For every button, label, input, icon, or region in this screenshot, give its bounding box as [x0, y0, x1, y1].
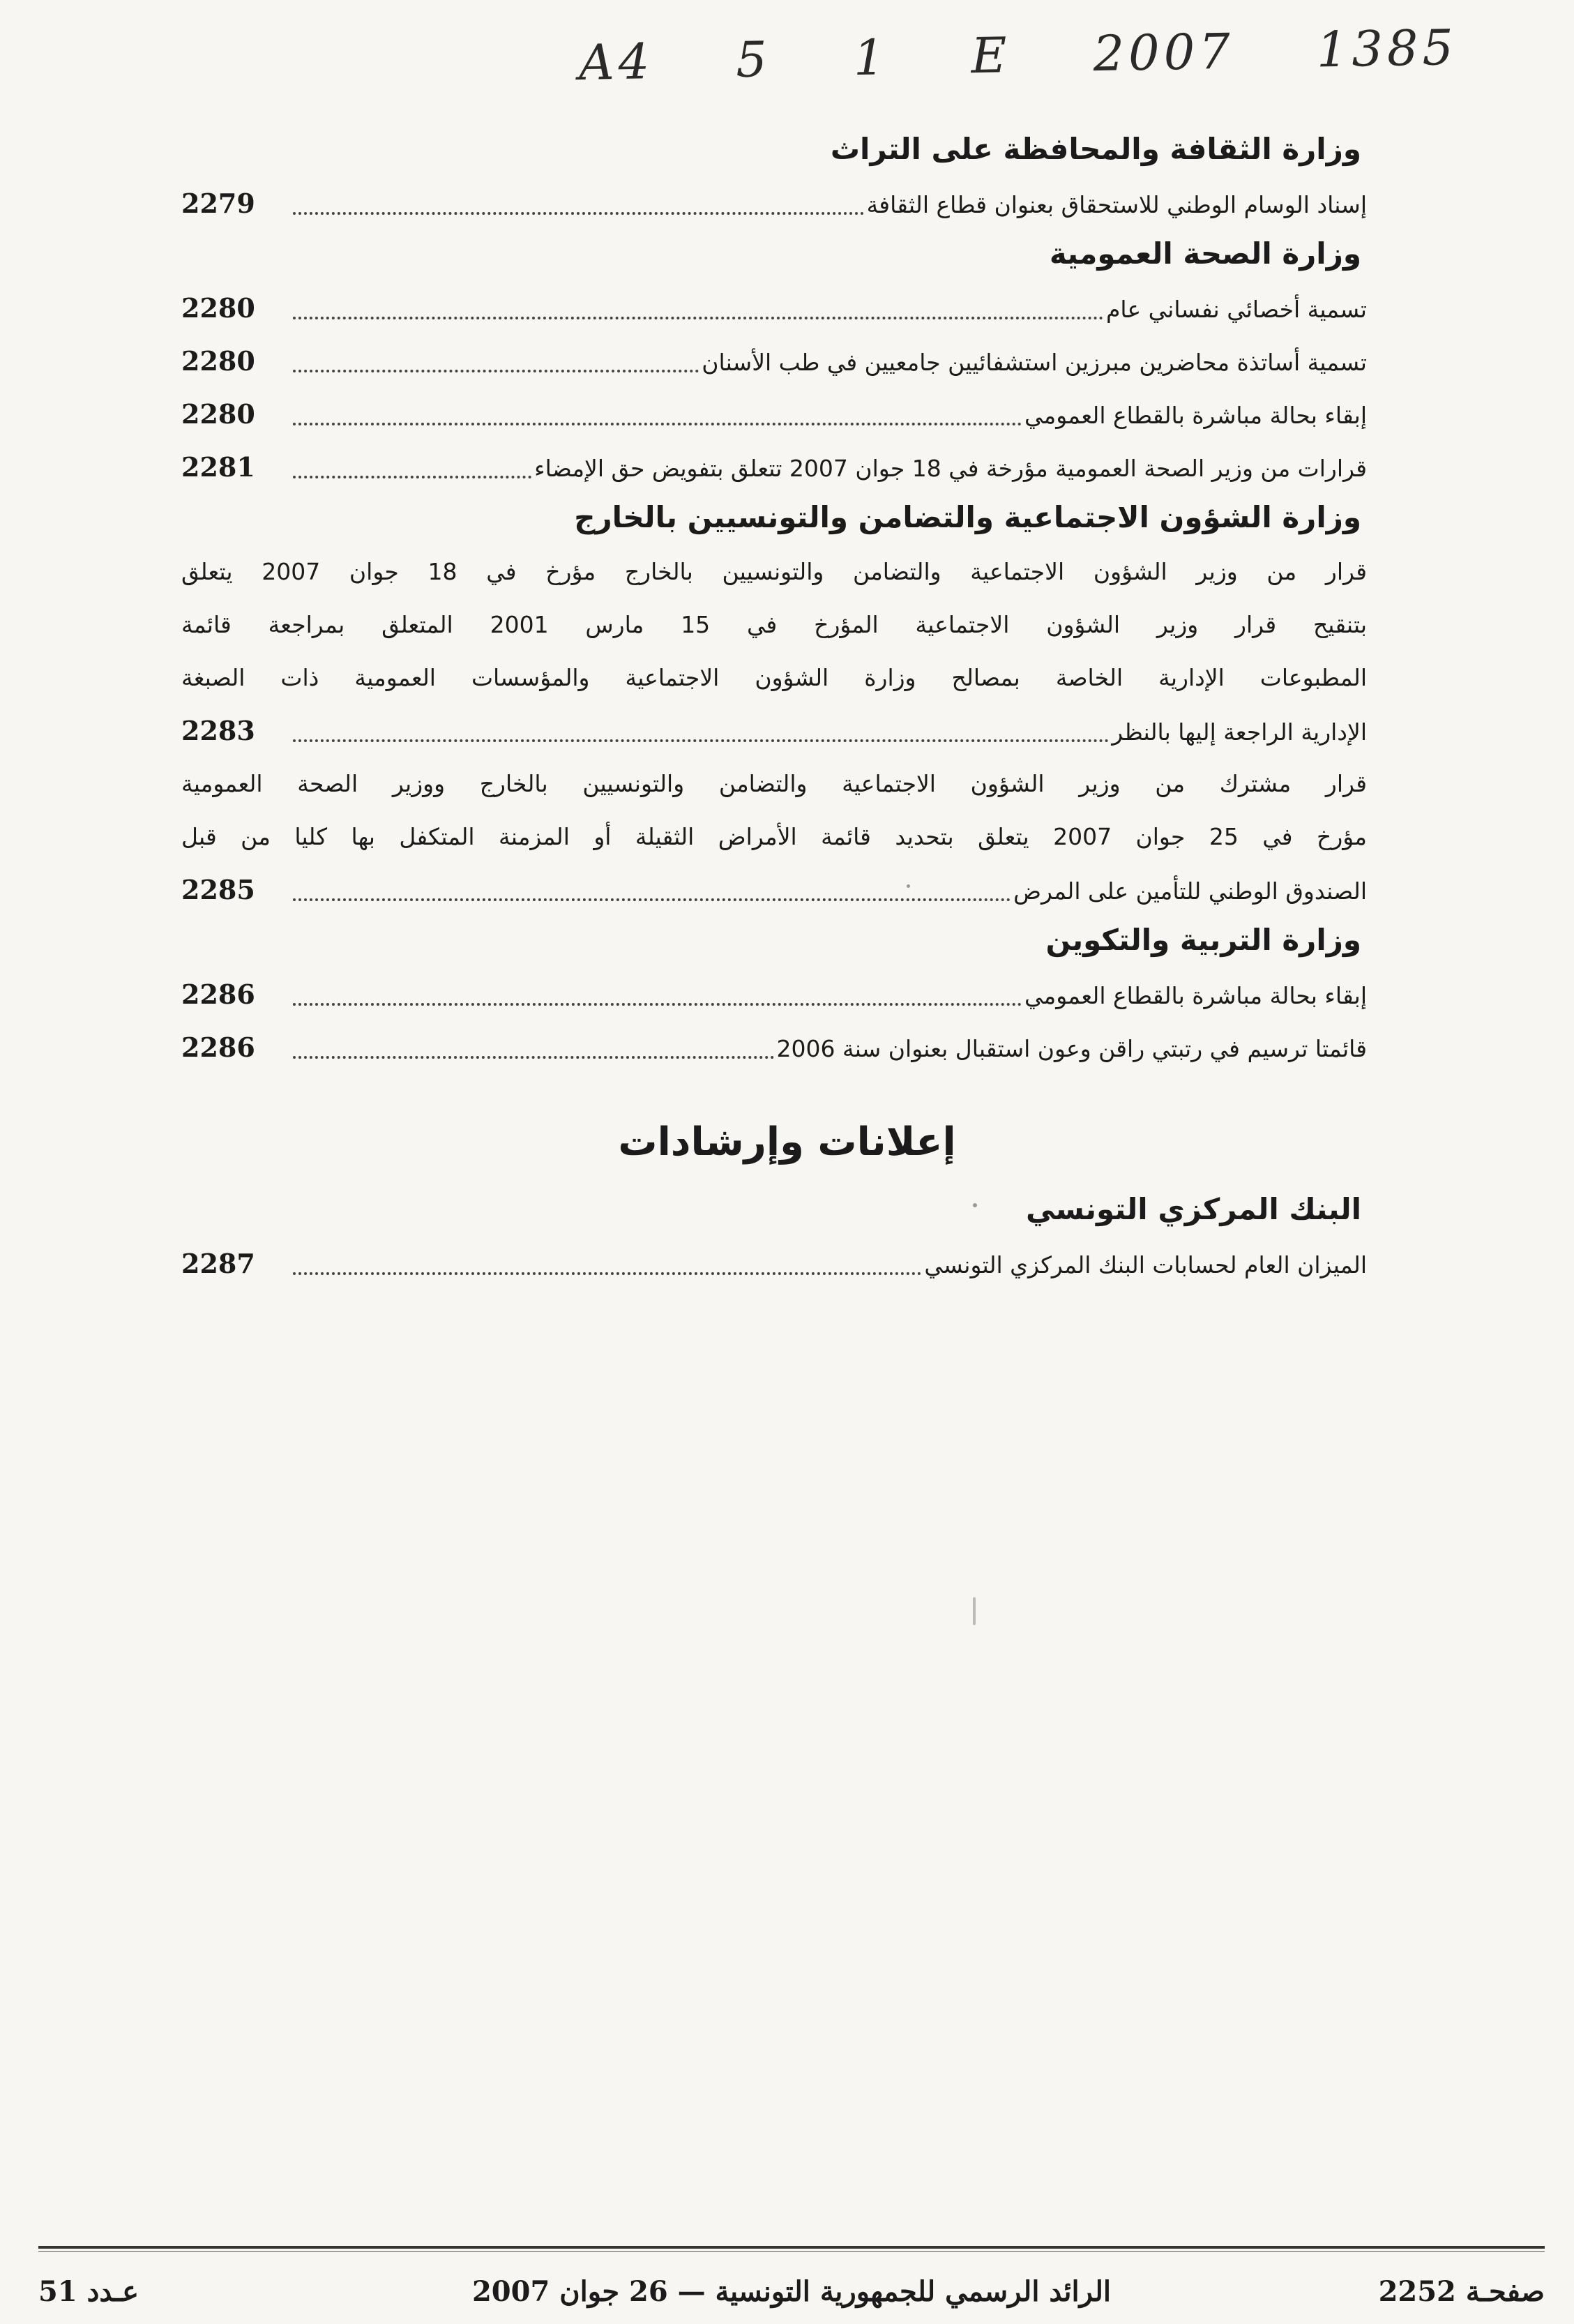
dot-leader: [293, 370, 699, 372]
entry-line: قرار من وزير الشؤون الاجتماعية والتضامن والتونسيين بالخارج مؤرخ في 18 جوان 2007 يتعلق: [181, 558, 1367, 585]
dot-leader: [293, 476, 531, 478]
entry-last-line: [181, 335, 1367, 388]
page-reference: 2280: [181, 345, 255, 377]
toc-entry: [181, 1237, 1367, 1290]
dot-leader: [293, 739, 1109, 742]
dot-leader: [293, 1272, 921, 1275]
page-reference: 2286: [181, 979, 255, 1010]
issue-number: عـدد 51: [38, 2275, 139, 2308]
section-entries: [181, 545, 1367, 916]
handwritten-annotation: [578, 19, 1458, 91]
entry-text: قائمتا ترسيم في رتبتي راقن وعون استقبال بعنوان سنة 2006: [776, 1035, 1367, 1062]
page-reference: 2285: [181, 874, 255, 905]
entry-line: مؤرخ في 25 جوان 2007 يتعلق بتحديد قائمة الأمراض الثقيلة أو المزمنة المتكفل بها كليا من قبل: [181, 823, 1367, 850]
footer-rule-thin: [38, 2251, 1545, 2252]
handwritten-number: 1385: [1316, 19, 1458, 79]
page-reference: 2283: [181, 715, 255, 746]
scan-speck: [973, 1203, 977, 1207]
section-entries: [181, 968, 1367, 1074]
page-reference: 2280: [181, 292, 255, 324]
toc-entry: [181, 1021, 1367, 1074]
journal-title: الرائد الرسمي للجمهورية التونسية — 26 جوان 2007: [471, 2275, 1112, 2308]
dot-leader: [293, 1056, 774, 1059]
section-heading: وزارة الصحة العمومية: [1049, 236, 1361, 271]
page-footer: [38, 2275, 1545, 2317]
toc-entry: [181, 757, 1367, 916]
toc-entry: [181, 335, 1367, 388]
section-entries: [181, 282, 1367, 494]
dot-leader: [293, 212, 864, 215]
handwritten-ref: 5: [735, 31, 772, 89]
toc-entry: [181, 545, 1367, 757]
footer-rule: [38, 2246, 1545, 2249]
entry-text: إبقاء بحالة مباشرة بالقطاع العمومي: [1024, 982, 1367, 1009]
announcements-title: إعلانات وإرشادات: [618, 1119, 956, 1165]
toc-entry: [181, 968, 1367, 1021]
section-entries: [181, 1237, 1367, 1290]
entry-text: تسمية أساتذة محاضرين مبرزين استشفائيين جامعيين في طب الأسنان: [702, 349, 1367, 376]
announcements-contents: [181, 1186, 1367, 1290]
section-heading: البنك المركزي التونسي: [1026, 1192, 1361, 1226]
entry-line: بتنقيح قرار وزير الشؤون الاجتماعية المؤرخ في 15 مارس 2001 المتعلق بمراجعة قائمة: [181, 611, 1367, 638]
table-of-contents: [181, 126, 1367, 1074]
toc-entry: [181, 388, 1367, 441]
dot-leader: [293, 898, 1011, 901]
entry-last-line: [181, 1021, 1367, 1074]
entry-last-line: [181, 704, 1367, 757]
dot-leader: [293, 317, 1103, 319]
entry-text: الميزان العام لحسابات البنك المركزي التونسي: [924, 1251, 1367, 1278]
entry-last-line: [181, 388, 1367, 441]
entry-last-line: [181, 282, 1367, 335]
page-reference: 2281: [181, 451, 255, 483]
section-heading: وزارة الثقافة والمحافظة على التراث: [830, 132, 1361, 166]
entry-text: تسمية أخصائي نفساني عام: [1106, 296, 1367, 323]
handwritten-year: 2007: [1092, 22, 1235, 83]
toc-entry: [181, 177, 1367, 230]
page-reference: 2287: [181, 1248, 255, 1279]
page-reference: 2286: [181, 1032, 255, 1063]
handwritten-ref: 1: [853, 29, 890, 87]
section-entries: [181, 177, 1367, 230]
entry-text: إبقاء بحالة مباشرة بالقطاع العمومي: [1024, 402, 1367, 429]
entry-text: الإدارية الراجعة إليها بالنظر: [1112, 718, 1367, 746]
entry-last-line: [181, 968, 1367, 1021]
entry-line: قرار مشترك من وزير الشؤون الاجتماعية والتضامن والتونسيين بالخارج ووزير الصحة العمومية: [181, 770, 1367, 797]
page-reference: 2279: [181, 188, 255, 219]
scan-mark: [973, 1597, 976, 1625]
handwritten-ref: E: [970, 27, 1012, 85]
entry-text: إسناد الوسام الوطني للاستحقاق بعنوان قطاع الثقافة: [866, 191, 1367, 218]
scan-speck: [907, 884, 910, 888]
entry-text: الصندوق الوطني للتأمين على المرض: [1013, 877, 1367, 905]
entry-last-line: [181, 441, 1367, 494]
toc-entry: [181, 282, 1367, 335]
page-reference: 2280: [181, 398, 255, 430]
handwritten-ref: A4: [578, 33, 654, 91]
dot-leader: [293, 1003, 1022, 1006]
entry-text: قرارات من وزير الصحة العمومية مؤرخة في 18 جوان 2007 تتعلق بتفويض حق الإمضاء: [534, 455, 1367, 482]
section-heading: وزارة الشؤون الاجتماعية والتضامن والتونسيين بالخارج: [574, 500, 1361, 534]
entry-last-line: [181, 177, 1367, 230]
entry-last-line: [181, 1237, 1367, 1290]
dot-leader: [293, 423, 1022, 425]
entry-line: المطبوعات الإدارية الخاصة بمصالح وزارة الشؤون الاجتماعية والمؤسسات العمومية ذات الصبغة: [181, 664, 1367, 691]
toc-entry: [181, 441, 1367, 494]
section-heading: وزارة التربية والتكوين: [1045, 923, 1361, 957]
entry-last-line: [181, 863, 1367, 916]
page-number: صفحـة 2252: [1378, 2275, 1545, 2308]
